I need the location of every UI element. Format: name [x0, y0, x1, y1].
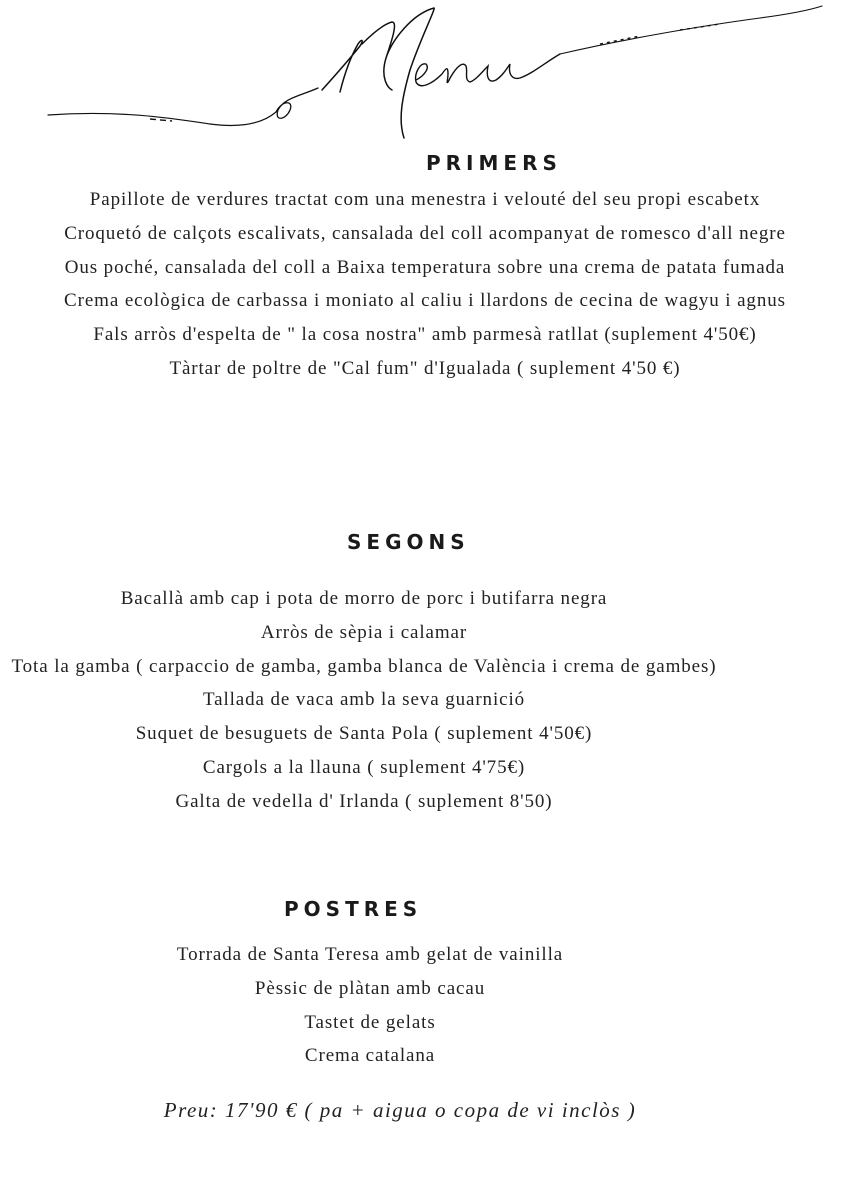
flourish-loop: [276, 88, 318, 118]
list-item: Fals arròs d'espelta de " la cosa nostra" amb parmesà ratllat (suplement 4'50€): [93, 324, 757, 346]
list-item: Papillote de verdures tractat com una menestra i velouté del seu propi escabetx: [89, 189, 761, 210]
letters-enu: [416, 54, 560, 86]
list-item: Tallada de vaca amb la seva guarnició: [202, 689, 526, 711]
postres-list: [120, 938, 620, 1073]
list-item: Suquet de besuguets de Santa Pola ( suplement 4'50€): [135, 723, 593, 745]
postres-heading: POSTRES: [284, 897, 423, 921]
menu-title-script: [0, 0, 848, 150]
list-item: Crema ecològica de carbassa i moniato al caliu i llardons de cecina de wagyu i agnus: [64, 290, 786, 312]
list-item: Ous poché, cansalada del coll a Baixa temperatura sobre una crema de patata fumada: [64, 256, 786, 278]
segons-heading: SEGONS: [347, 530, 470, 554]
list-item: Croquetó de calçots escalivats, cansalada del coll acompanyat de romesco d'all negre: [64, 222, 786, 244]
right-flourish-line: [560, 6, 822, 54]
list-item: Tàrtar de poltre de "Cal fum" d'Igualada ( suplement 4'50 €): [169, 357, 681, 379]
letter-m: [322, 8, 434, 138]
list-item: Bacallà amb cap i pota de morro de porc i butifarra negra: [120, 588, 608, 609]
primers-list: [40, 183, 810, 386]
primers-heading: PRIMERS: [426, 151, 562, 175]
list-item: Arròs de sèpia i calamar: [260, 621, 468, 643]
list-item: Pèssic de plàtan amb cacau: [254, 977, 486, 999]
segons-list: [0, 582, 728, 819]
left-flourish-line: [48, 112, 276, 126]
left-flourish-dash: [150, 119, 172, 121]
list-item: Tota la gamba ( carpaccio de gamba, gamba blanca de València i crema de gambes): [11, 655, 717, 677]
list-item: Galta de vedella d' Irlanda ( suplement 8'50): [175, 790, 553, 812]
price-note: Preu: 17'90 € ( pa + aigua o copa de vi inclòs ): [163, 1098, 637, 1122]
list-item: Tastet de gelats: [304, 1011, 436, 1033]
list-item: Crema catalana: [304, 1045, 436, 1067]
list-item: Cargols a la llauna ( suplement 4'75€): [202, 756, 526, 778]
list-item: Torrada de Santa Teresa amb gelat de vainilla: [176, 944, 564, 965]
menu-title-text: Menu: [424, 100, 427, 101]
